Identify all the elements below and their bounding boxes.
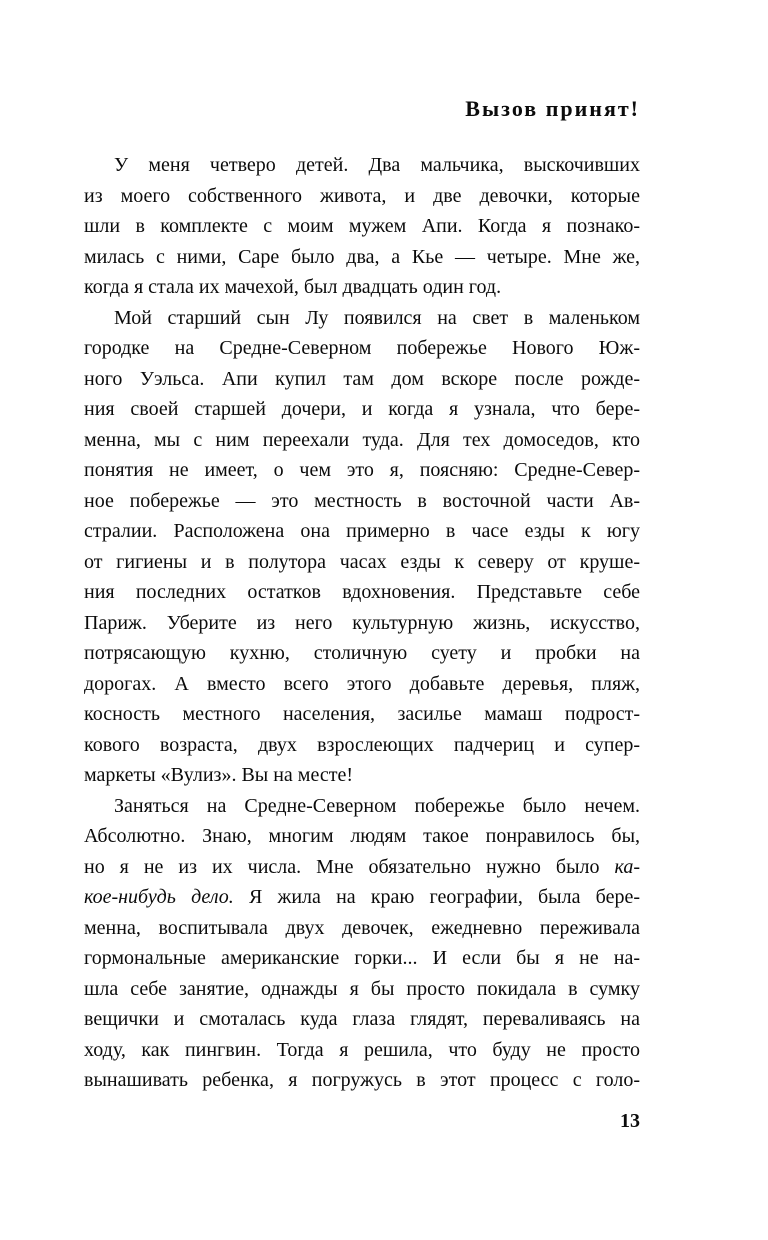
text-line (84, 974, 640, 1005)
text-segment: Париж. Уберите из него культурную жизнь, искусство, (84, 611, 640, 634)
text-line (84, 516, 640, 547)
text-segment: ное побережье — это местность в восточной части Ав- (84, 489, 640, 512)
text-line (84, 913, 640, 944)
text-line (84, 1004, 640, 1035)
text-segment: Я жила на краю географии, была бере- (233, 886, 640, 908)
text-line (84, 1035, 640, 1066)
text-segment: ного Уэльса. Апи купил там дом вскоре после рожде- (84, 367, 640, 390)
text-line (84, 303, 640, 334)
text-line (84, 791, 640, 822)
text-segment: Мой старший сын Лу появился на свет в маленьком (114, 306, 640, 329)
text-line (84, 181, 640, 212)
text-line (84, 577, 640, 608)
paragraph (84, 791, 640, 1096)
text-line (84, 669, 640, 700)
text-line (84, 882, 640, 913)
text-segment: маркеты «Вулиз». Вы на месте! (84, 764, 353, 786)
text-segment: ния своей старшей дочери, и когда я узнала, что бере- (84, 398, 640, 420)
text-line (84, 394, 640, 425)
text-line (84, 333, 640, 364)
text-line (84, 638, 640, 669)
text-line (84, 608, 640, 639)
text-segment: городке на Средне-Северном побережье Нового Юж- (84, 337, 640, 359)
italic-text-segment: ка- (614, 855, 640, 878)
text-line (84, 730, 640, 761)
text-line (84, 1065, 640, 1096)
text-segment: от гигиены и в полутора часах езды к северу от круше- (84, 550, 640, 573)
text-segment: стралии. Расположена она примерно в часе езды к югу (84, 520, 640, 542)
text-line (84, 699, 640, 730)
text-line (84, 760, 640, 791)
text-line (84, 211, 640, 242)
text-line (84, 455, 640, 486)
text-line (84, 364, 640, 395)
text-line (84, 150, 640, 181)
text-segment: ходу, как пингвин. Тогда я решила, что буду не просто (84, 1038, 640, 1061)
text-line (84, 425, 640, 456)
text-line (84, 242, 640, 273)
text-segment: шли в комплекте с моим мужем Апи. Когда я познако- (84, 215, 640, 237)
text-segment: шла себе занятие, однажды я бы просто покидала в сумку (84, 977, 640, 1000)
text-line (84, 943, 640, 974)
text-segment: кового возраста, двух взрослеющих падчериц и супер- (84, 733, 640, 756)
text-segment: но я не из их числа. Мне обязательно нужно было (84, 855, 615, 878)
page-content (84, 96, 640, 1133)
text-line (84, 547, 640, 578)
text-segment: менна, мы с ним переехали туда. Для тех домоседов, кто (84, 428, 640, 451)
text-line (84, 486, 640, 517)
text-segment: из моего собственного живота, и две девочки, которые (84, 184, 640, 207)
text-segment: вещички и смоталась куда глаза глядят, переваливаясь на (84, 1008, 640, 1030)
text-segment: понятия не имеет, о чем это я, поясняю: Средне-Север- (84, 459, 640, 481)
paragraph (84, 150, 640, 303)
text-line (84, 821, 640, 852)
text-segment: Абсолютно. Знаю, многим людям такое понравилось бы, (84, 825, 640, 847)
paragraph (84, 303, 640, 791)
text-segment: ния последних остатков вдохновения. Представьте себе (84, 581, 640, 603)
text-segment: когда я стала их мачехой, был двадцать один год. (84, 276, 502, 298)
text-segment: косность местного населения, засилье мамаш подрост- (84, 703, 640, 725)
text-segment: Заняться на Средне-Северном побережье было нечем. (114, 794, 640, 817)
text-segment: У меня четверо детей. Два мальчика, выскочивших (114, 154, 640, 176)
text-segment: менна, воспитывала двух девочек, ежедневно переживала (84, 916, 640, 939)
text-segment: милась с ними, Саре было два, а Кье — четыре. Мне же, (84, 245, 640, 268)
text-segment: вынашивать ребенка, я погружусь в этот процесс с голо- (84, 1069, 640, 1091)
page-number: 13 (620, 1109, 640, 1132)
chapter-running-header: Вызов принят! (465, 96, 640, 121)
text-segment: потрясающую кухню, столичную суету и пробки на (84, 642, 640, 664)
text-segment: гормональные американские горки... И если бы я не на- (84, 947, 640, 969)
text-line (84, 272, 640, 303)
text-line (84, 852, 640, 883)
italic-text-segment: кое-нибудь дело. (84, 886, 234, 908)
text-block (84, 150, 640, 1096)
text-segment: дорогах. А вместо всего этого добавьте деревья, пляж, (84, 672, 640, 695)
